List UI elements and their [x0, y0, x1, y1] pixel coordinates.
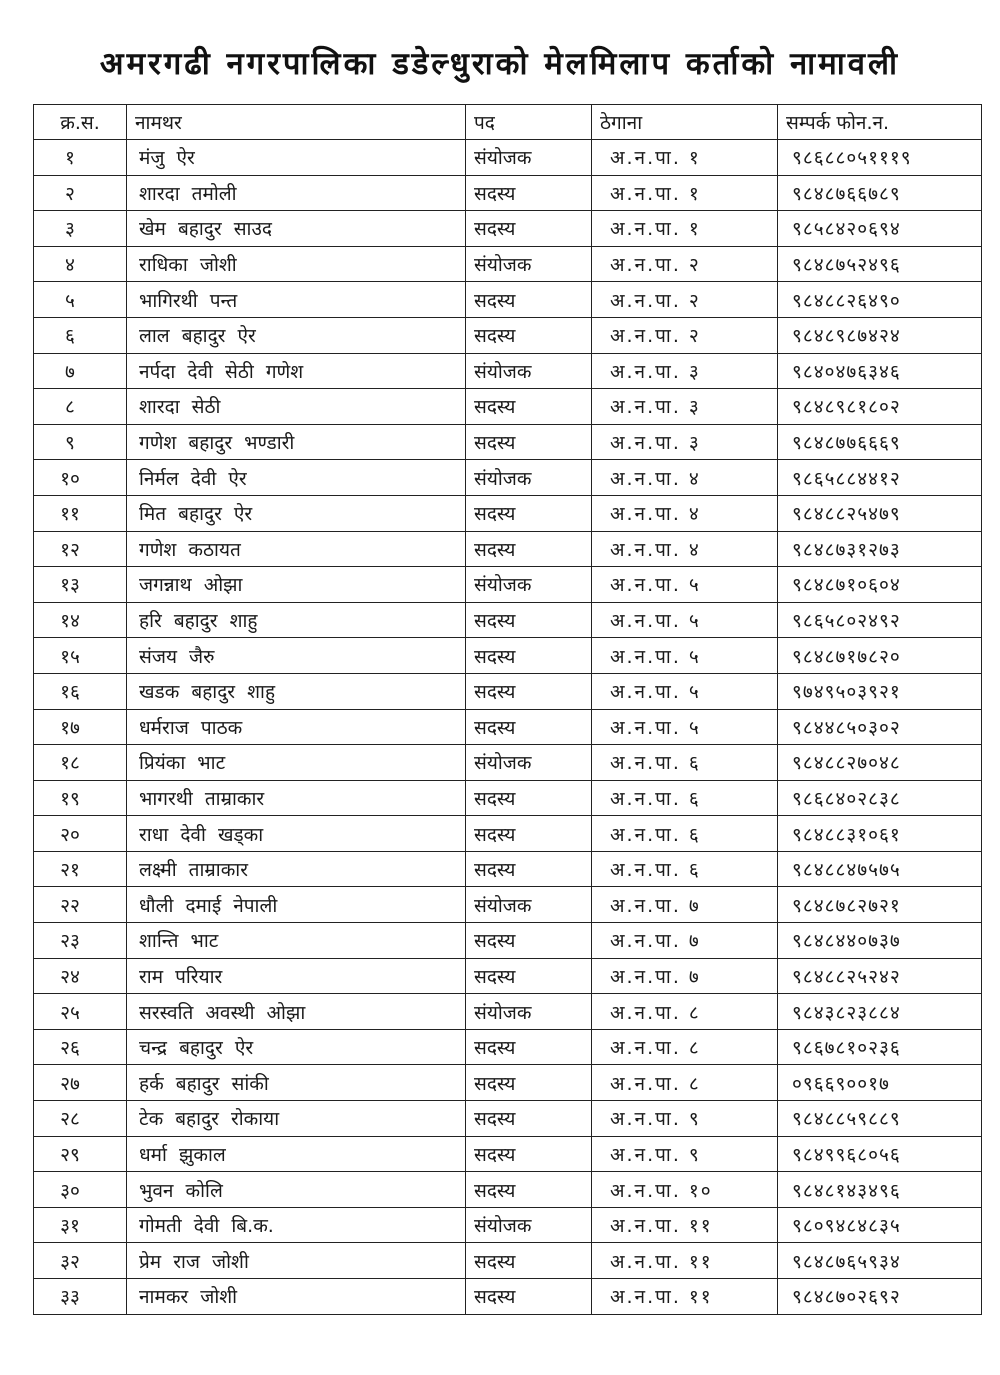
- cell-post: संयोजक: [466, 887, 592, 923]
- cell-phone: ९८४८८२७०४८: [778, 745, 982, 781]
- cell-address: अ.न.पा. ११: [592, 1279, 778, 1315]
- cell-name: प्रियंका भाट: [127, 745, 466, 781]
- cell-phone: ९८४३८२३८८४: [778, 994, 982, 1030]
- table-row: [34, 923, 982, 959]
- table-row: [34, 816, 982, 852]
- table-row: [34, 673, 982, 709]
- cell-phone: ९८४४८५०३०२: [778, 709, 982, 745]
- cell-post: सदस्य: [466, 1279, 592, 1315]
- table-row: [34, 602, 982, 638]
- table-row: [34, 851, 982, 887]
- cell-serial-number: १३: [34, 567, 127, 603]
- cell-post: संयोजक: [466, 994, 592, 1030]
- cell-address: अ.न.पा. ३: [592, 353, 778, 389]
- header-serial-number: क्र.स.: [34, 105, 127, 140]
- cell-name: सरस्वति अवस्थी ओझा: [127, 994, 466, 1030]
- table-row: [34, 353, 982, 389]
- cell-name: जगन्नाथ ओझा: [127, 567, 466, 603]
- cell-address: अ.न.पा. ८: [592, 1029, 778, 1065]
- table-row: [34, 994, 982, 1030]
- table-row: [34, 1065, 982, 1101]
- cell-address: अ.न.पा. ५: [592, 567, 778, 603]
- cell-phone: ९८४०४७६३४६: [778, 353, 982, 389]
- cell-serial-number: २०: [34, 816, 127, 852]
- cell-name: शारदा तमोली: [127, 175, 466, 211]
- cell-address: अ.न.पा. ५: [592, 709, 778, 745]
- cell-serial-number: ३: [34, 211, 127, 247]
- table-row: [34, 780, 982, 816]
- cell-address: अ.न.पा. ७: [592, 887, 778, 923]
- cell-address: अ.न.पा. ६: [592, 745, 778, 781]
- cell-post: सदस्य: [466, 389, 592, 425]
- table-body: [34, 140, 982, 1315]
- cell-post: सदस्य: [466, 780, 592, 816]
- cell-phone: ९८४८७१०६०४: [778, 567, 982, 603]
- cell-serial-number: १६: [34, 673, 127, 709]
- cell-address: अ.न.पा. ८: [592, 1065, 778, 1101]
- table-row: [34, 531, 982, 567]
- cell-name: गणेश कठायत: [127, 531, 466, 567]
- table-row: [34, 1207, 982, 1243]
- cell-name: संजय जैरु: [127, 638, 466, 674]
- cell-address: अ.न.पा. ४: [592, 460, 778, 496]
- cell-name: शारदा सेठी: [127, 389, 466, 425]
- cell-serial-number: २५: [34, 994, 127, 1030]
- cell-name: भागिरथी पन्त: [127, 282, 466, 318]
- document-title: अमरगढी नगरपालिका डडेल्धुराको मेलमिलाप कर्ताको नामावली: [99, 46, 901, 82]
- cell-serial-number: ७: [34, 353, 127, 389]
- cell-address: अ.न.पा. १०: [592, 1172, 778, 1208]
- table-row: [34, 460, 982, 496]
- cell-phone: ९८४८९८७४२४: [778, 317, 982, 353]
- header-address: ठेगाना: [592, 105, 778, 140]
- cell-name: धर्मराज पाठक: [127, 709, 466, 745]
- cell-post: सदस्य: [466, 602, 592, 638]
- cell-name: खेम बहादुर साउद: [127, 211, 466, 247]
- cell-serial-number: ५: [34, 282, 127, 318]
- cell-address: अ.न.पा. १: [592, 140, 778, 176]
- cell-phone: ९८४८१४३४९६: [778, 1172, 982, 1208]
- cell-phone: ९८६८८०५१११९: [778, 140, 982, 176]
- cell-phone: ९८४८८२६४९०: [778, 282, 982, 318]
- table-row: [34, 389, 982, 425]
- cell-phone: ९८४८८२५४७९: [778, 495, 982, 531]
- cell-post: संयोजक: [466, 353, 592, 389]
- cell-serial-number: १९: [34, 780, 127, 816]
- cell-phone: ९८४८७५२४९६: [778, 246, 982, 282]
- cell-phone: ९८६८४०२८३८: [778, 780, 982, 816]
- cell-post: सदस्य: [466, 923, 592, 959]
- cell-serial-number: २६: [34, 1029, 127, 1065]
- mediator-roster-table: [33, 104, 982, 1315]
- cell-post: सदस्य: [466, 851, 592, 887]
- table-row: [34, 638, 982, 674]
- cell-name: नर्पदा देवी सेठी गणेश: [127, 353, 466, 389]
- cell-post: संयोजक: [466, 745, 592, 781]
- cell-phone: ९८४८७०२६९२: [778, 1279, 982, 1315]
- cell-serial-number: ३३: [34, 1279, 127, 1315]
- cell-post: सदस्य: [466, 638, 592, 674]
- cell-serial-number: ३०: [34, 1172, 127, 1208]
- cell-serial-number: ८: [34, 389, 127, 425]
- cell-post: सदस्य: [466, 175, 592, 211]
- cell-address: अ.न.पा. ११: [592, 1207, 778, 1243]
- cell-name: नामकर जोशी: [127, 1279, 466, 1315]
- cell-name: शान्ति भाट: [127, 923, 466, 959]
- cell-phone: ९८४८७१७८२०: [778, 638, 982, 674]
- cell-serial-number: १५: [34, 638, 127, 674]
- cell-phone: ९८४८८५९८८९: [778, 1101, 982, 1137]
- cell-post: सदस्य: [466, 816, 592, 852]
- cell-post: सदस्य: [466, 709, 592, 745]
- cell-serial-number: २४: [34, 958, 127, 994]
- header-post: पद: [466, 105, 592, 140]
- cell-phone: ९८४८७८२७२१: [778, 887, 982, 923]
- cell-post: सदस्य: [466, 1243, 592, 1279]
- cell-name: भुवन कोलि: [127, 1172, 466, 1208]
- cell-post: सदस्य: [466, 1172, 592, 1208]
- cell-serial-number: २२: [34, 887, 127, 923]
- cell-post: संयोजक: [466, 460, 592, 496]
- cell-serial-number: १: [34, 140, 127, 176]
- cell-address: अ.न.पा. ४: [592, 495, 778, 531]
- cell-serial-number: २: [34, 175, 127, 211]
- table-row: [34, 1243, 982, 1279]
- cell-address: अ.न.पा. ९: [592, 1101, 778, 1137]
- cell-name: मंजु ऐर: [127, 140, 466, 176]
- cell-address: अ.न.पा. ३: [592, 424, 778, 460]
- cell-serial-number: ३२: [34, 1243, 127, 1279]
- table-row: [34, 424, 982, 460]
- cell-serial-number: २८: [34, 1101, 127, 1137]
- cell-serial-number: १२: [34, 531, 127, 567]
- cell-name: निर्मल देवी ऐर: [127, 460, 466, 496]
- cell-name: हरि बहादुर शाहु: [127, 602, 466, 638]
- cell-serial-number: २९: [34, 1136, 127, 1172]
- cell-post: सदस्य: [466, 282, 592, 318]
- cell-address: अ.न.पा. ६: [592, 780, 778, 816]
- cell-serial-number: १०: [34, 460, 127, 496]
- cell-post: संयोजक: [466, 140, 592, 176]
- cell-name: गणेश बहादुर भण्डारी: [127, 424, 466, 460]
- cell-phone: ९८४८७३१२७३: [778, 531, 982, 567]
- cell-post: सदस्य: [466, 1101, 592, 1137]
- cell-address: अ.न.पा. ७: [592, 958, 778, 994]
- cell-phone: ९८६५८८४४१२: [778, 460, 982, 496]
- table-row: [34, 140, 982, 176]
- cell-post: संयोजक: [466, 567, 592, 603]
- cell-serial-number: ६: [34, 317, 127, 353]
- cell-post: सदस्य: [466, 424, 592, 460]
- cell-address: अ.न.पा. ११: [592, 1243, 778, 1279]
- cell-name: राम परियार: [127, 958, 466, 994]
- cell-serial-number: ३१: [34, 1207, 127, 1243]
- cell-address: अ.न.पा. ५: [592, 638, 778, 674]
- cell-post: सदस्य: [466, 211, 592, 247]
- header-name: नामथर: [127, 105, 466, 140]
- cell-name: धर्मा झुकाल: [127, 1136, 466, 1172]
- cell-name: खडक बहादुर शाहु: [127, 673, 466, 709]
- cell-phone: ९८५८४२०६९४: [778, 211, 982, 247]
- cell-post: सदस्य: [466, 317, 592, 353]
- table-row: [34, 175, 982, 211]
- cell-name: प्रेम राज जोशी: [127, 1243, 466, 1279]
- cell-address: अ.न.पा. ५: [592, 602, 778, 638]
- cell-phone: ९८४८७६५९३४: [778, 1243, 982, 1279]
- cell-phone: ९८४८९८१८०२: [778, 389, 982, 425]
- cell-phone: ९८४८८३१०६१: [778, 816, 982, 852]
- table-row: [34, 745, 982, 781]
- cell-serial-number: ११: [34, 495, 127, 531]
- cell-name: लक्ष्मी ताम्राकार: [127, 851, 466, 887]
- cell-address: अ.न.पा. १: [592, 211, 778, 247]
- cell-name: राधा देवी खड्का: [127, 816, 466, 852]
- cell-address: अ.न.पा. ५: [592, 673, 778, 709]
- cell-address: अ.न.पा. ६: [592, 816, 778, 852]
- table-row: [34, 1101, 982, 1137]
- cell-post: सदस्य: [466, 1136, 592, 1172]
- cell-address: अ.न.पा. २: [592, 246, 778, 282]
- cell-serial-number: १८: [34, 745, 127, 781]
- cell-address: अ.न.पा. ७: [592, 923, 778, 959]
- cell-serial-number: १७: [34, 709, 127, 745]
- cell-address: अ.न.पा. ९: [592, 1136, 778, 1172]
- cell-post: सदस्य: [466, 958, 592, 994]
- cell-post: सदस्य: [466, 495, 592, 531]
- cell-serial-number: २३: [34, 923, 127, 959]
- cell-address: अ.न.पा. २: [592, 317, 778, 353]
- cell-post: सदस्य: [466, 1029, 592, 1065]
- cell-post: संयोजक: [466, 246, 592, 282]
- table-row: [34, 246, 982, 282]
- cell-name: भागरथी ताम्राकार: [127, 780, 466, 816]
- table-row: [34, 887, 982, 923]
- cell-serial-number: २१: [34, 851, 127, 887]
- cell-phone: ९८६७८१०२३६: [778, 1029, 982, 1065]
- cell-name: टेक बहादुर रोकाया: [127, 1101, 466, 1137]
- cell-serial-number: १४: [34, 602, 127, 638]
- cell-phone: ९८४८७६६७८९: [778, 175, 982, 211]
- cell-address: अ.न.पा. ८: [592, 994, 778, 1030]
- cell-address: अ.न.पा. १: [592, 175, 778, 211]
- table-row: [34, 282, 982, 318]
- cell-phone: ९८४९९६८०५६: [778, 1136, 982, 1172]
- cell-phone: ९७४९५०३९२१: [778, 673, 982, 709]
- cell-address: अ.न.पा. ३: [592, 389, 778, 425]
- cell-address: अ.न.पा. २: [592, 282, 778, 318]
- cell-phone: ९८४८८२५२४२: [778, 958, 982, 994]
- cell-name: गोमती देवी बि.क.: [127, 1207, 466, 1243]
- table-row: [34, 567, 982, 603]
- cell-post: सदस्य: [466, 673, 592, 709]
- cell-phone: ९८४८४४०७३७: [778, 923, 982, 959]
- table-header-row: [34, 105, 982, 140]
- table-row: [34, 317, 982, 353]
- cell-post: संयोजक: [466, 1207, 592, 1243]
- cell-post: सदस्य: [466, 531, 592, 567]
- table-row: [34, 495, 982, 531]
- cell-name: धौली दमाई नेपाली: [127, 887, 466, 923]
- cell-phone: ९८०९४८४८३५: [778, 1207, 982, 1243]
- cell-name: मित बहादुर ऐर: [127, 495, 466, 531]
- cell-serial-number: २७: [34, 1065, 127, 1101]
- cell-name: लाल बहादुर ऐर: [127, 317, 466, 353]
- cell-post: सदस्य: [466, 1065, 592, 1101]
- cell-phone: ०९६६९००१७: [778, 1065, 982, 1101]
- table-row: [34, 958, 982, 994]
- cell-address: अ.न.पा. ४: [592, 531, 778, 567]
- table-row: [34, 1279, 982, 1315]
- cell-serial-number: ४: [34, 246, 127, 282]
- table-row: [34, 1136, 982, 1172]
- table-row: [34, 1029, 982, 1065]
- cell-phone: ९८४८८४७५७५: [778, 851, 982, 887]
- cell-phone: ९८६५८०२४९२: [778, 602, 982, 638]
- cell-name: राधिका जोशी: [127, 246, 466, 282]
- cell-phone: ९८४८७७६६६९: [778, 424, 982, 460]
- table-row: [34, 211, 982, 247]
- cell-name: चन्द्र बहादुर ऐर: [127, 1029, 466, 1065]
- table-row: [34, 709, 982, 745]
- table-row: [34, 1172, 982, 1208]
- cell-address: अ.न.पा. ६: [592, 851, 778, 887]
- cell-serial-number: ९: [34, 424, 127, 460]
- header-phone: सम्पर्क फोन.न.: [778, 105, 982, 140]
- cell-name: हर्क बहादुर सांकी: [127, 1065, 466, 1101]
